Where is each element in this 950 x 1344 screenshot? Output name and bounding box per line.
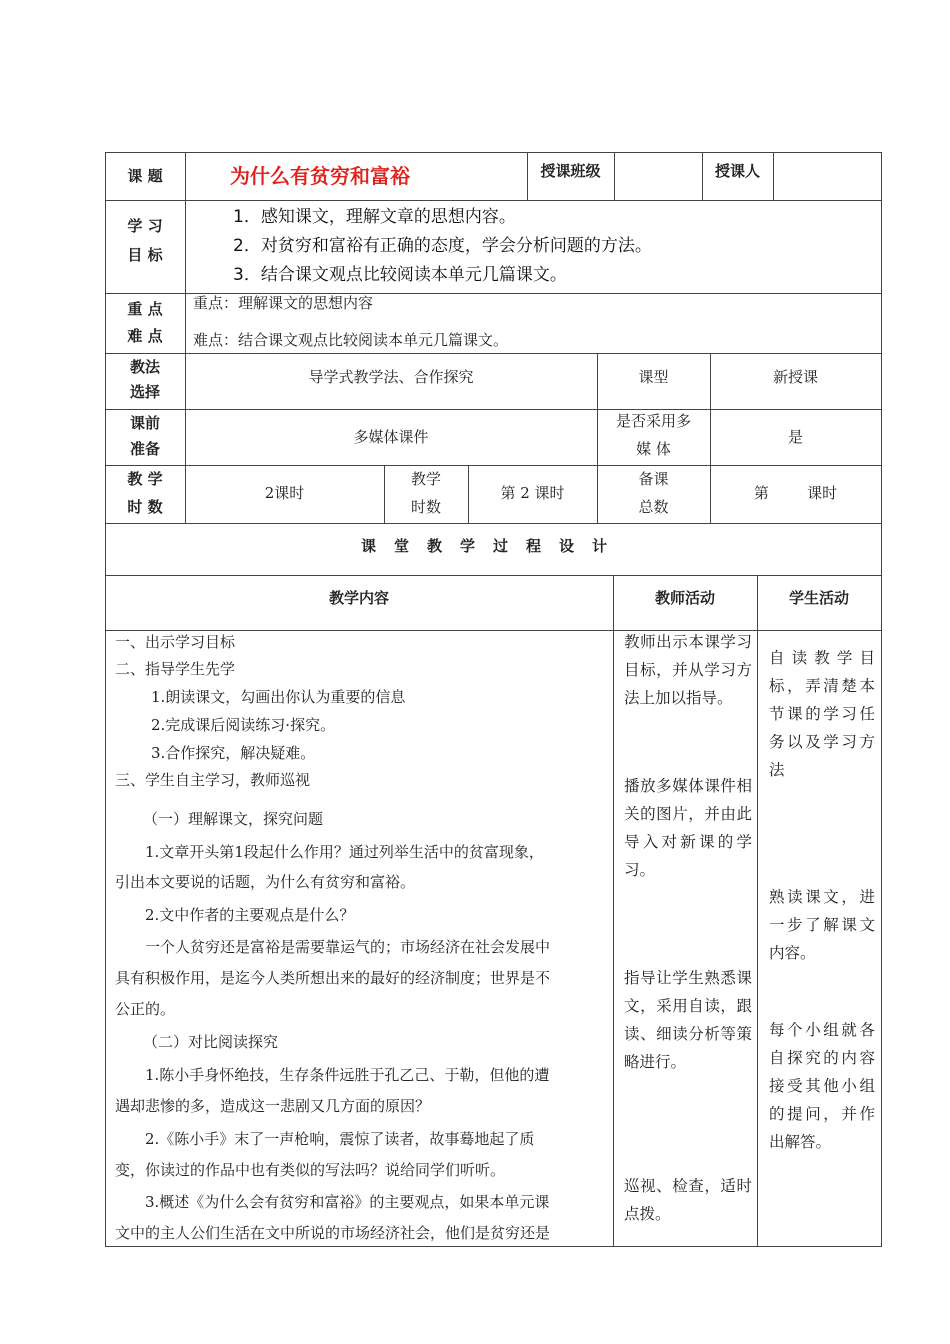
key-point: 重点：理解课文的思想内容 xyxy=(193,294,374,312)
student-activity: 熟读课文，进一步了解课文内容。 xyxy=(769,888,875,962)
teach-hours-label-2: 时数 xyxy=(410,498,441,516)
multimedia-label-2: 媒 体 xyxy=(636,440,671,458)
lesson-title: 为什么有贫穷和富裕 xyxy=(230,164,410,188)
teacher-label: 授课人 xyxy=(714,162,760,180)
table-line xyxy=(105,200,882,201)
hours-value: 2课时 xyxy=(264,484,305,502)
table-line xyxy=(757,575,758,1246)
prep-value: 多媒体课件 xyxy=(353,428,429,446)
objective-item: 1．感知课文，理解文章的思想内容。 xyxy=(233,207,516,227)
teach-hours-label-1: 教学 xyxy=(410,470,441,488)
prep-label-1: 课前 xyxy=(129,414,160,432)
content-line: （二）对比阅读探究 xyxy=(143,1033,279,1051)
keypoints-label-2: 难 点 xyxy=(127,327,163,345)
content-line: （一）理解课文，探究问题 xyxy=(143,810,324,828)
content-line: 具有积极作用，是迄今人类所想出来的最好的经济制度；世界是不 xyxy=(115,969,551,987)
content-line: 1.陈小手身怀绝技，生存条件远胜于孔乙己、于勒，但他的遭 xyxy=(145,1066,550,1084)
topic-label: 课 题 xyxy=(127,167,163,185)
lesson-type-label: 课型 xyxy=(638,368,669,386)
hours-label-1: 教 学 xyxy=(127,470,163,488)
content-line: 1.文章开头第1段起什么作用？通过列举生活中的贫富现象， xyxy=(145,843,544,861)
prep-total-value: 第 课时 xyxy=(753,484,838,502)
content-line: 引出本文要说的话题，为什么有贫穷和富裕。 xyxy=(115,873,416,891)
objectives-label-1: 学 习 xyxy=(127,217,163,235)
content-line: 变，你读过的作品中也有类似的写法吗？说给同学们听听。 xyxy=(115,1161,506,1179)
prep-total-label-2: 总数 xyxy=(638,498,669,516)
content-line: 公正的。 xyxy=(115,1000,176,1018)
objectives-label-2: 目 标 xyxy=(127,246,163,264)
teacher-activity: 教师出示本课学习目标，并从学习方法上加以指导。 xyxy=(624,633,752,707)
design-title: 课堂教学过程设计 xyxy=(360,537,625,555)
table-line xyxy=(881,152,882,1246)
content-line: 3.概述《为什么会有贫穷和富裕》的主要观点，如果本单元课 xyxy=(145,1193,550,1211)
teacher-activity: 巡视、检查，适时点拨。 xyxy=(624,1177,752,1223)
teacher-activity: 播放多媒体课件相关的图片，并由此导入对新课的学习。 xyxy=(624,777,752,879)
table-line xyxy=(613,575,614,1246)
prep-total-label-1: 备课 xyxy=(638,470,669,488)
content-line: 三、学生自主学习，教师巡视 xyxy=(115,771,311,789)
teacher-activity: 指导让学生熟悉课文，采用自读，跟读、细读分析等策略进行。 xyxy=(624,969,752,1071)
method-label-1: 教法 xyxy=(129,358,160,376)
difficult-point: 难点：结合课文观点比较阅读本单元几篇课文。 xyxy=(193,331,509,349)
content-line: 2.完成课后阅读练习·探究。 xyxy=(151,716,336,734)
content-line: 二、指导学生先学 xyxy=(115,660,236,678)
teacher-value xyxy=(773,152,881,200)
class-label: 授课班级 xyxy=(540,162,601,180)
method-value: 导学式教学法、合作探究 xyxy=(308,368,474,386)
objective-item: 3．结合课文观点比较阅读本单元几篇课文。 xyxy=(233,265,567,285)
class-value xyxy=(614,152,702,200)
method-label-2: 选择 xyxy=(129,383,160,401)
content-line: 一个人贫穷还是富裕是需要靠运气的；市场经济在社会发展中 xyxy=(145,938,551,956)
content-line: 1.朗读课文，勾画出你认为重要的信息 xyxy=(151,688,406,706)
prep-label-2: 准备 xyxy=(129,440,160,458)
keypoints-label-1: 重 点 xyxy=(127,300,163,318)
content-line: 2.文中作者的主要观点是什么？ xyxy=(145,906,355,924)
column-header-teacher: 教师活动 xyxy=(654,589,715,607)
multimedia-value: 是 xyxy=(787,428,803,446)
multimedia-label-1: 是否采用多 xyxy=(615,412,691,430)
objective-item: 2．对贫穷和富裕有正确的态度，学会分析问题的方法。 xyxy=(233,236,652,256)
hours-label-2: 时 数 xyxy=(127,498,163,516)
student-activity: 自读教学目标，弄清楚本节课的学习任务以及学习方法 xyxy=(769,649,875,779)
content-line: 2.《陈小手》末了一声枪响，震惊了读者，故事蓦地起了质 xyxy=(145,1130,535,1148)
column-header-content: 教学内容 xyxy=(328,589,389,607)
content-line: 一、出示学习目标 xyxy=(115,633,236,651)
student-activity: 每个小组就各自探究的内容接受其他小组的提问，并作出解答。 xyxy=(769,1021,875,1151)
column-header-student: 学生活动 xyxy=(788,589,849,607)
content-line: 文中的主人公们生活在文中所说的市场经济社会，他们是贫穷还是 xyxy=(115,1224,551,1242)
content-line: 3.合作探究，解决疑难。 xyxy=(151,744,316,762)
content-line: 遇却悲惨的多，造成这一悲剧又几方面的原因？ xyxy=(115,1097,431,1115)
lesson-type-value: 新授课 xyxy=(772,368,818,386)
teach-hours-value: 第 2 课时 xyxy=(500,484,565,502)
